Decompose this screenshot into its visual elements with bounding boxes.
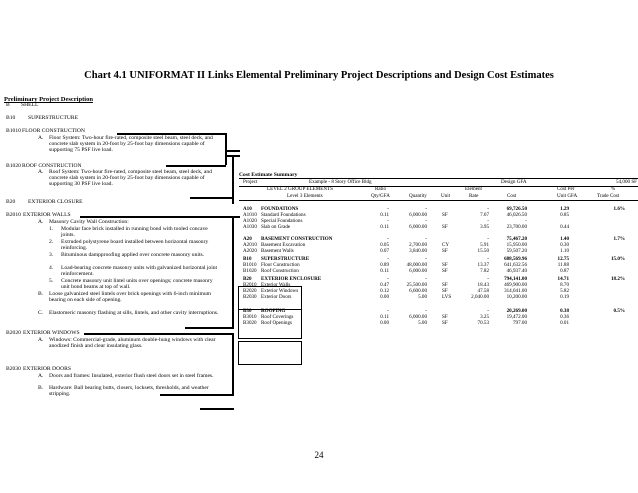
windows-description: Windows: Commercial-grade, aluminum double-hung windows with clear anodized finish and clear insulating glass.	[49, 337, 216, 350]
cell-ratio: 0.47	[380, 282, 389, 288]
cell-unit: SF	[442, 268, 448, 274]
table-row	[239, 268, 638, 275]
cell-ratio: 0.00	[380, 294, 389, 300]
cell-code: B3020	[243, 320, 257, 326]
cell-element-name: FOUNDATIONS	[261, 206, 299, 212]
cell-quantity: 2,700.00	[409, 242, 427, 248]
cell-quantity: 3,840.00	[409, 248, 427, 254]
cell-code: A1030	[243, 224, 257, 230]
cell-ratio: 0.00	[380, 320, 389, 326]
cell-code: A2010	[243, 242, 257, 248]
cell-rate: -	[487, 256, 489, 262]
cell-unit: SF	[442, 212, 448, 218]
cell-rate: 47.58	[477, 288, 489, 294]
cell-ratio: -	[387, 308, 389, 314]
cell-rate: -	[487, 218, 489, 224]
cell-unit: SF	[442, 224, 448, 230]
connector-line	[200, 408, 234, 410]
section-label-exterior-closure: EXTERIOR CLOSURE	[28, 199, 83, 205]
cell-rate: 3.25	[480, 314, 489, 320]
cell-unit: SF	[442, 248, 448, 254]
cell-element-name: Roof Coverings	[261, 314, 294, 320]
cell-quantity: 6,000.00	[409, 314, 427, 320]
cell-ratio: 0.11	[380, 268, 389, 274]
cell-unit: SF	[442, 314, 448, 320]
cell-element-name: Floor Construction	[261, 262, 300, 268]
section-label-floor-construction: FLOOR CONSTRUCTION	[22, 128, 85, 134]
cell-code: B20	[243, 276, 252, 282]
item-marker: C.	[38, 310, 44, 316]
cell-code: B1020	[243, 268, 257, 274]
section-code-b1020: B1020	[6, 163, 21, 169]
cell-code: A2020	[243, 248, 257, 254]
header-qty-gfa: Qty/GFA	[371, 193, 390, 199]
cell-cost: 314,041.00	[504, 288, 527, 294]
cell-cost: 10,200.00	[506, 294, 527, 300]
cell-element-name: ROOFING	[261, 308, 286, 314]
header-level3: Level 3 Elements	[287, 193, 323, 199]
cell-quantity: 25,500.00	[406, 282, 427, 288]
header-percent: %	[611, 186, 616, 192]
header-cost: Cost	[507, 193, 517, 199]
cell-cost: 46,026.50	[506, 212, 527, 218]
cell-cost: -	[525, 218, 527, 224]
cell-rate: -	[487, 308, 489, 314]
connector-line	[160, 394, 234, 396]
project-label: Project	[243, 179, 258, 185]
table-row	[239, 320, 638, 327]
cell-element-name: Standard Foundations	[261, 212, 306, 218]
connector-line	[84, 333, 234, 335]
section-label-shell: SHELL	[21, 102, 39, 108]
connector-line	[232, 333, 234, 395]
section-label-exterior-doors: EXTERIOR DOORS	[23, 366, 72, 372]
cell-cost: 20,269.00	[506, 308, 527, 314]
connector-line	[166, 165, 226, 167]
connector-line	[226, 150, 240, 152]
steel-lintels-description: Loose galvanized steel lintels over brick openings with 6-inch minimum bearing on each side of opening.	[49, 291, 212, 304]
cell-code: B2010	[243, 282, 257, 288]
cell-element-name: BASEMENT CONSTRUCTION	[261, 236, 333, 242]
cell-cost: 641,632.56	[504, 262, 527, 268]
item-marker: A.	[38, 219, 44, 225]
cell-ratio: 0.12	[380, 288, 389, 294]
cell-quantity: 6,000.00	[409, 268, 427, 274]
header-quantity: Quantity	[409, 193, 427, 199]
cell-code: B2030	[243, 294, 257, 300]
cell-quantity: 6,000.00	[409, 224, 427, 230]
section-code-b10: B10	[6, 115, 16, 121]
cell-code: B1010	[243, 262, 257, 268]
item-number: 4.	[49, 265, 54, 271]
cell-ratio: 0.05	[380, 242, 389, 248]
cell-trade-percent: 1.7%	[613, 236, 625, 242]
cell-cost-per-unit: 0.01	[560, 320, 569, 326]
cell-rate: 18.43	[477, 282, 489, 288]
cell-cost-per-unit: 0.19	[560, 294, 569, 300]
section-code-b20: B20	[6, 199, 16, 205]
cell-cost-per-unit: 12.75	[557, 256, 569, 262]
cell-rate: 3.95	[480, 224, 489, 230]
cell-cost: 23,700.00	[506, 224, 527, 230]
table-row	[239, 248, 638, 255]
cell-code: B10	[243, 256, 252, 262]
cell-cost-per-unit: 0.87	[560, 268, 569, 274]
section-code-b: B	[6, 102, 10, 108]
cell-element-name: EXTERIOR ENCLOSURE	[261, 276, 322, 282]
cell-rate: -	[487, 236, 489, 242]
section-label-superstructure: SUPERSTRUCTURE	[28, 115, 79, 121]
cell-quantity: 5.00	[418, 294, 427, 300]
cell-cost: 15,950.00	[506, 242, 527, 248]
cell-cost: 797.00	[512, 320, 527, 326]
section-code-b1010: B1010	[6, 128, 21, 134]
cell-cost-per-unit: 0.30	[560, 242, 569, 248]
cell-ratio: 0.11	[380, 212, 389, 218]
item-marker: A.	[38, 373, 44, 379]
masonry-wall-heading: Masonry Cavity Wall Construction:	[49, 219, 129, 225]
cell-code: A1020	[243, 218, 257, 224]
project-value: Example - 8 Story Office Bldg	[309, 179, 372, 185]
cell-quantity: 48,000.00	[406, 262, 427, 268]
cell-rate: 7.82	[480, 268, 489, 274]
header-groups: LEVEL 2 GROUP ELEMENTS	[267, 186, 333, 192]
cell-quantity: 6,600.00	[409, 288, 427, 294]
cell-unit: SF	[442, 282, 448, 288]
cell-quantity: 5.00	[418, 320, 427, 326]
connector-line	[80, 216, 240, 218]
cell-ratio: -	[387, 256, 389, 262]
cell-element-name: Slab on Grade	[261, 224, 291, 230]
connector-line	[232, 216, 234, 328]
cell-element-name: Basement Excavation	[261, 242, 306, 248]
cell-unit: LVS	[442, 294, 452, 300]
masonry-item-2: Extruded polystyrene board installed between horizontal masonry reinforcing.	[61, 239, 209, 252]
cell-cost: 794,141.00	[504, 276, 527, 282]
cell-quantity: -	[425, 206, 427, 212]
page-title: Chart 4.1 UNIFORMAT II Links Elemental Preliminary Project Descriptions and Design Cost Estimates	[84, 70, 554, 81]
doors-description: Doors and frames: Insulated, exterior flush steel doors set in steel frames.	[49, 373, 214, 379]
cell-ratio: 0.11	[380, 224, 389, 230]
masonry-item-3: Bituminous dampproofing applied over concrete masonry units.	[61, 252, 205, 258]
item-marker: A.	[38, 337, 44, 343]
cell-element-name: Exterior Windows	[261, 288, 299, 294]
cell-code: A1010	[243, 212, 257, 218]
cell-rate: 15.50	[477, 248, 489, 254]
cell-cost-per-unit: 1.29	[560, 206, 569, 212]
section-label-exterior-windows: EXTERIOR WINDOWS	[23, 330, 80, 336]
table-header	[239, 186, 638, 201]
cell-unit: SF	[442, 320, 448, 326]
cell-cost: 59,507.20	[506, 248, 527, 254]
item-marker: A.	[38, 135, 44, 141]
cell-ratio: -	[387, 206, 389, 212]
cell-element-name: Roof Construction	[261, 268, 299, 274]
section-code-b2030: B2030	[6, 366, 21, 372]
cell-trade-percent: 15.0%	[610, 256, 625, 262]
cell-code: A20	[243, 236, 252, 242]
connector-line	[117, 133, 227, 135]
masonry-item-1: Modular face brick installed in running bond with tooled concave joints.	[61, 226, 208, 239]
item-number: 3.	[49, 252, 54, 258]
cell-cost: 75,467.20	[506, 236, 527, 242]
cell-ratio: 0.07	[380, 248, 389, 254]
roof-system-description: Roof System: Two-hour fire-rated, composite steel beam, steel deck, and concrete slab system in 20-foot by 25-foot bay dimensions capable of supporting 30 PSF live load.	[49, 169, 212, 188]
cell-cost-per-unit: 14.71	[557, 276, 569, 282]
cell-rate: 70.53	[477, 320, 489, 326]
cell-cost-per-unit: 0.38	[560, 308, 569, 314]
item-number: 2.	[49, 239, 54, 245]
cell-quantity: 6,000.00	[409, 212, 427, 218]
item-marker: B.	[38, 291, 44, 297]
cell-trade-percent: 1.6%	[613, 206, 625, 212]
cost-summary-heading: Cost Estimate Summary	[239, 172, 298, 178]
cell-element-name: Special Foundations	[261, 218, 303, 224]
masonry-item-4: Load-bearing concrete masonry units with galvanized horizontal joint reinforcement.	[61, 265, 218, 278]
cell-cost-per-unit: 0.36	[560, 314, 569, 320]
cell-quantity: -	[425, 276, 427, 282]
cell-code: B3010	[243, 314, 257, 320]
cell-cost-per-unit: 1.40	[560, 236, 569, 242]
header-unit: Unit	[441, 193, 451, 199]
table-row	[239, 294, 638, 301]
cell-quantity: -	[425, 236, 427, 242]
cell-code: A10	[243, 206, 252, 212]
cell-cost: 469,900.00	[504, 282, 527, 288]
hardware-description: Hardware: Ball bearing butts, closers, locksets, thresholds, and weather stripping.	[49, 385, 209, 398]
cell-unit: CY	[442, 242, 450, 248]
cell-code: B2020	[243, 288, 257, 294]
cell-element-name: Basement Walls	[261, 248, 294, 254]
design-gfa-label: Design GFA	[501, 179, 527, 185]
cell-rate: -	[487, 206, 489, 212]
connector-line	[185, 327, 234, 329]
cell-cost-per-unit: 1.10	[560, 248, 569, 254]
cell-quantity: -	[425, 256, 427, 262]
highlight-box-roofing	[238, 341, 302, 365]
cell-cost: 46,937.40	[506, 268, 527, 274]
item-number: 1.	[49, 226, 54, 232]
cell-rate: -	[487, 276, 489, 282]
header-rate: Rate	[469, 193, 479, 199]
cell-unit: SF	[442, 262, 448, 268]
connector-line	[190, 197, 234, 199]
cell-ratio: -	[387, 218, 389, 224]
masonry-item-5: Concrete masonry unit lintel units over openings; concrete masonry unit bond beams at top of wall.	[61, 278, 213, 291]
section-label-roof-construction: ROOF CONSTRUCTION	[22, 163, 82, 169]
cell-cost: 688,569.96	[504, 256, 527, 262]
preliminary-description-heading: Preliminary Project Description	[4, 96, 93, 103]
design-gfa-value: 54,000 SF	[616, 179, 637, 185]
header-cost-per: Cost Per	[557, 186, 575, 192]
cell-quantity: -	[425, 308, 427, 314]
item-marker: B.	[38, 385, 44, 391]
floor-system-description: Floor System: Two-hour fire-rated, composite steel beam, steel deck, and concrete slab system in 20-foot by 25-foot bay dimensions capable of supporting 75 PSF live load.	[49, 135, 213, 154]
cell-element-name: Exterior Doors	[261, 294, 292, 300]
cell-rate: 2,040.00	[471, 294, 489, 300]
cell-element-name: SUPERSTRUCTURE	[261, 256, 310, 262]
page-number: 24	[314, 450, 324, 460]
cell-ratio: -	[387, 236, 389, 242]
header-trade-cost: Trade Cost	[597, 193, 620, 199]
cell-cost-per-unit: 11.88	[557, 262, 569, 268]
table-row	[239, 224, 638, 231]
cell-unit: SF	[442, 288, 448, 294]
cell-code: B30	[243, 308, 252, 314]
cell-cost: 69,726.50	[506, 206, 527, 212]
section-code-b2020: B2020	[6, 330, 21, 336]
section-code-b2010: B2010	[6, 212, 21, 218]
item-number: 5.	[49, 278, 54, 284]
cell-trade-percent: 0.5%	[613, 308, 625, 314]
cell-cost-per-unit: 0.85	[560, 212, 569, 218]
cell-trade-percent: 18.2%	[610, 276, 625, 282]
cell-rate: 7.67	[480, 212, 489, 218]
cell-rate: 5.91	[480, 242, 489, 248]
header-unit-gfa: Unit GFA	[557, 193, 578, 199]
cell-cost-per-unit: 5.82	[560, 288, 569, 294]
cell-quantity: -	[425, 218, 427, 224]
cell-cost: 19,472.00	[506, 314, 527, 320]
connector-line	[225, 133, 227, 165]
cell-rate: 13.37	[477, 262, 489, 268]
cell-cost-per-unit: 0.44	[560, 224, 569, 230]
cell-ratio: 0.11	[380, 314, 389, 320]
cell-ratio: 0.89	[380, 262, 389, 268]
cell-element-name: Exterior Walls	[261, 282, 291, 288]
cell-cost-per-unit: 8.70	[560, 282, 569, 288]
masonry-flashing-description: Elastomeric masonry flashing at sills, lintels, and other cavity interruptions.	[49, 310, 219, 316]
header-ratio: Ratio	[375, 186, 387, 192]
cell-element-name: Roof Openings	[261, 320, 292, 326]
section-label-exterior-walls: EXTERIOR WALLS	[23, 212, 71, 218]
header-element: Element	[465, 186, 482, 192]
cell-ratio: -	[387, 276, 389, 282]
item-marker: A.	[38, 169, 44, 175]
